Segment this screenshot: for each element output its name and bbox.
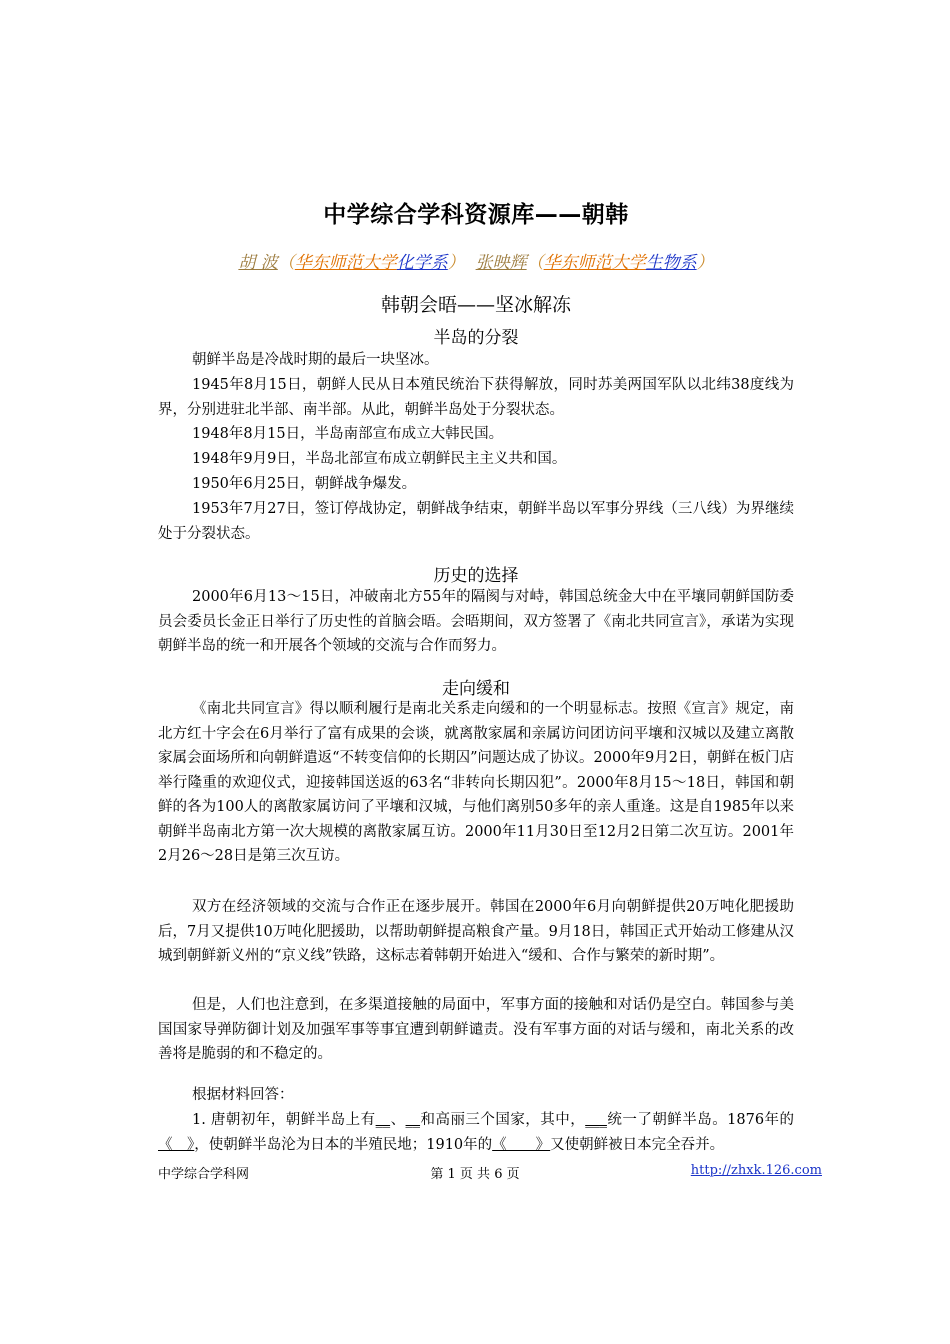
question-text: 又使朝鲜被日本完全吞并。	[550, 1136, 725, 1153]
question-text: 、	[390, 1112, 406, 1128]
answer-blank: 《 》	[492, 1136, 551, 1153]
dept-link-1[interactable]: 化学系	[396, 253, 448, 273]
document-title: 中学综合学科资源库——朝韩	[323, 202, 629, 228]
subtitle: 韩朝会晤——坚冰解冻	[380, 294, 571, 316]
paragraph: 朝鲜半岛是冷战时期的最后一块坚冰。	[192, 352, 439, 368]
section-heading: 历史的选择	[433, 566, 519, 586]
answer-blank: 《 》	[158, 1136, 195, 1153]
answer-blank: __	[375, 1112, 391, 1128]
paren: （	[526, 253, 544, 273]
paragraph: 双方在经济领域的交流与合作正在逐步展开。韩国在2000年6月向朝鲜提供20万吨化肥援助后，7月又提供10万吨化肥援助，以帮助朝鲜提高粮食产量。9月18日，韩国正式开始动工修建从汉城到朝鲜新义州的“京义线”铁路，这标志着韩朝开始进入“缓和、合作与繁荣的新时期”。	[158, 899, 794, 964]
footer-site-name: 中学综合学科网	[158, 1167, 250, 1182]
paragraph: 1950年6月25日，朝鲜战争爆发。	[192, 476, 417, 492]
paragraph: 2000年6月13～15日，冲破南北方55年的隔阂与对峙，韩国总统金大中在平壤同朝鲜国防委员会委员长金正日举行了历史性的首脑会晤。会晤期间，双方签署了《南北共同宣言》，承诺为实现朝鲜半岛的统一和开展各个领域的交流与合作而努力。	[158, 589, 794, 654]
paragraph: 1948年9月9日，半岛北部宣布成立朝鲜民主主义共和国。	[192, 451, 567, 467]
question-text: 1. 唐朝初年，朝鲜半岛上有	[192, 1112, 376, 1128]
author-line	[158, 248, 794, 273]
answer-blank: __	[405, 1112, 421, 1128]
paragraph: 1948年8月15日，半岛南部宣布成立大韩民国。	[192, 426, 504, 442]
question-intro: 根据材料回答：	[192, 1087, 294, 1103]
section-heading: 走向缓和	[442, 679, 510, 699]
school-link-2[interactable]: 华东师范大学	[543, 253, 646, 273]
author-link-2[interactable]: 张映辉	[475, 253, 527, 273]
paragraph: 1953年7月27日，签订停战协定，朝鲜战争结束，朝鲜半岛以军事分界线（三八线）为界继续处于分裂状态。	[158, 501, 794, 542]
dept-link-2[interactable]: 生物系	[645, 253, 697, 273]
answer-blank: ___	[585, 1112, 607, 1128]
question-text: ，使朝鲜半岛沦为日本的半殖民地；1910年的	[194, 1136, 493, 1153]
paragraph: 《南北共同宣言》得以顺利履行是南北关系走向缓和的一个明显标志。按照《宣言》规定，南北方红十字会在6月举行了富有成果的会谈，就离散家属和亲属访问团访问平壤和汉城以及建立离散家属会面场所和向朝鲜遣返“不转变信仰的长期囚”问题达成了协议。2000年9月2日，朝鲜在板门店举行隆重的欢迎仪式，迎接韩国送返的63名“非转向长期囚犯”。2000年8月15～18日，韩国和朝鲜的各为100人的离散家属访问了平壤和汉城，与他们离别50多年的亲人重逢。这是自1985年以来朝鲜半岛南北方第一次大规模的离散家属互访。2000年11月30日至12月2日第二次互访。2001年2月26～28日是第三次互访。	[158, 701, 794, 864]
author-link-1[interactable]: 胡 波	[238, 253, 278, 273]
question-text: 和高丽三个国家，其中，	[420, 1112, 586, 1128]
school-link-1[interactable]: 华东师范大学	[294, 253, 397, 273]
paragraph: 但是，人们也注意到，在多渠道接触的局面中，军事方面的接触和对话仍是空白。韩国参与美国国家导弹防御计划及加强军事等事宜遭到朝鲜谴责。没有军事方面的对话与缓和，南北关系的改善将是脆弱的和不稳定的。	[158, 997, 794, 1062]
paragraph: 1945年8月15日，朝鲜人民从日本殖民统治下获得解放，同时苏美两国军队以北纬38度线为界，分别进驻北半部、南半部。从此，朝鲜半岛处于分裂状态。	[158, 377, 794, 418]
footer-page-number: 第 1 页 共 6 页	[430, 1167, 520, 1182]
paren: ）	[696, 253, 714, 273]
paren: ）	[447, 253, 465, 273]
section-heading: 半岛的分裂	[433, 328, 519, 348]
paren: （	[277, 253, 295, 273]
question-text: 统一了朝鲜半岛。1876年的	[606, 1112, 795, 1128]
question-1	[158, 1108, 794, 1157]
footer-url-link[interactable]: http://zhxk.126.com	[690, 1163, 822, 1178]
